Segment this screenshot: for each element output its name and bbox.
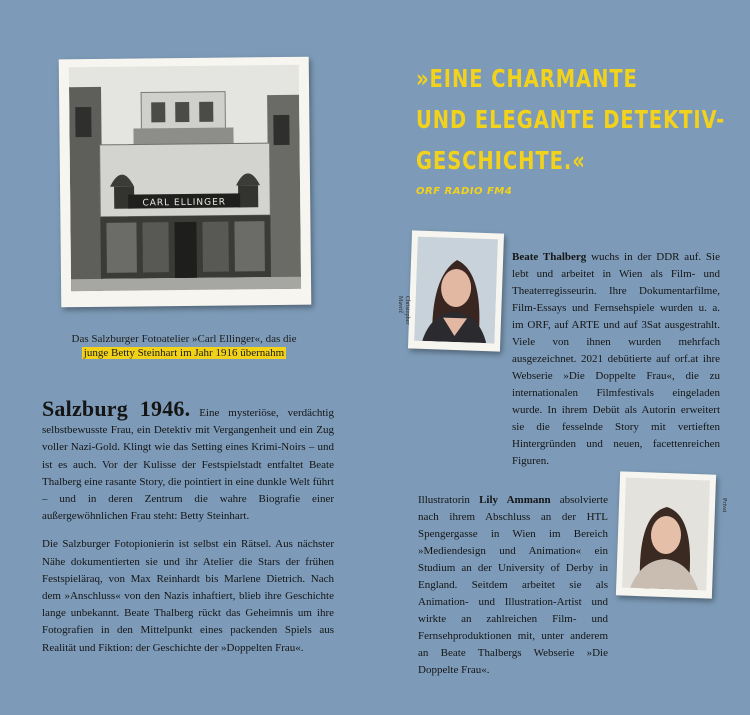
portrait-thalberg-credit: Christopher Mavrič <box>397 296 410 325</box>
storefront-illustration <box>69 65 301 291</box>
portrait-thalberg <box>408 230 504 351</box>
intro-paragraph-1 <box>42 396 334 525</box>
atelier-photo-image <box>69 65 301 291</box>
bio-ammann-name: Lily Ammann <box>479 494 551 506</box>
photo-caption <box>60 332 308 360</box>
intro-paragraph-1-text: Eine mysteriöse, verdächtig selbstbewusste Frau, ein Detektiv mit Vergangenheit und ein Zug voller Nazi-Gold. Klingt wie das Setting eines Krimi-Noirs – und ist es auch. Vor der Kulisse der Festspielstadt entfaltet Beate Thalberg eine rasante Story, die pointiert in eine dunkle Welt führt – und in deren Zentrum die wahre Biografie einer außergewöhnlichen Frau steht: Betty Steinhart. <box>42 407 334 523</box>
intro-text <box>42 396 334 668</box>
portrait-thalberg-image <box>414 237 498 344</box>
photo-caption-line2: junge Betty Steinhart im Jahr 1916 übernahm <box>83 347 285 359</box>
intro-heading: Salzburg 1946. <box>42 396 191 421</box>
portrait-ammann <box>616 471 716 598</box>
portrait-ammann-image <box>622 478 710 591</box>
storefront-sign: CARL ELLINGER <box>142 197 227 209</box>
portrait-ammann-credit: Privat <box>721 498 727 513</box>
bio-thalberg-name: Beate Thalberg <box>512 251 587 263</box>
quote-line-1: »EINE CHARMANTE <box>416 64 638 93</box>
quote-source: ORF RADIO FM4 <box>416 186 513 197</box>
bio-ammann-text: absolvierte nach ihrem Abschluss an der HTL Spengergasse in Wien im Bereich »Mediendesign und Animation« ein Studium an der University of Derby in England. Seitdem arbeitet sie als Animation- und Illustration-Artist und wirkte an zahlreichen Film- und Fernsehproduktionen mit, unter anderem an Beate Thalbergs Webserie »Die Doppelte Frau«. <box>418 494 608 676</box>
intro-paragraph-2: Die Salzburger Fotopionierin ist selbst ein Rätsel. Aus nächster Nähe dokumentierten sie und ihr Atelier die Stars der frühen Festspieläraq, von Max Reinhardt bis Marlene Dietrich. Nach dem »Anschluss« von den Nazis inhaftiert, blieb ihre Geschichte lange unbekannt. Beate Thalberg rückt das Geheimnis um ihre Fotografien in den Mittelpunkt eines packenden Spiels aus Realität und Fiktion: der Geschichte der »Doppelten Frau«. <box>42 538 334 654</box>
quote-line-2: UND ELEGANTE DETEKTIV- <box>416 105 726 134</box>
photo-caption-line1: Das Salzburger Fotoatelier »Carl Ellinger«, das die <box>71 333 297 345</box>
quote-line-3: GESCHICHTE.« <box>416 146 586 175</box>
bio-ammann-prefix: Illustratorin <box>418 494 480 506</box>
bio-thalberg <box>512 249 720 470</box>
atelier-photo <box>59 57 312 308</box>
bio-ammann <box>418 492 608 679</box>
bio-thalberg-text: wuchs in der DDR auf. Sie lebt und arbeitet in Wien als Film- und Theaterregisseurin. Ihre Dokumentarfilme, Film-Essays und Fernsehspiele wurden u. a. im ORF, auf ARTE und auf 3Sat ausgestrahlt. Viele von ihnen wurden mehrfach ausgezeichnet. 2021 debütierte auf orf.at ihre Webserie »Die Doppelte Frau«, die zu internationalen Filmfestivals eingeladen wurde. In ihrem Debüt als Autorin erweitert sie die fesselnde Story mit vertieften Hintergründen und neuen, facettenreichen Figuren. <box>512 251 720 467</box>
press-quote <box>416 58 726 181</box>
